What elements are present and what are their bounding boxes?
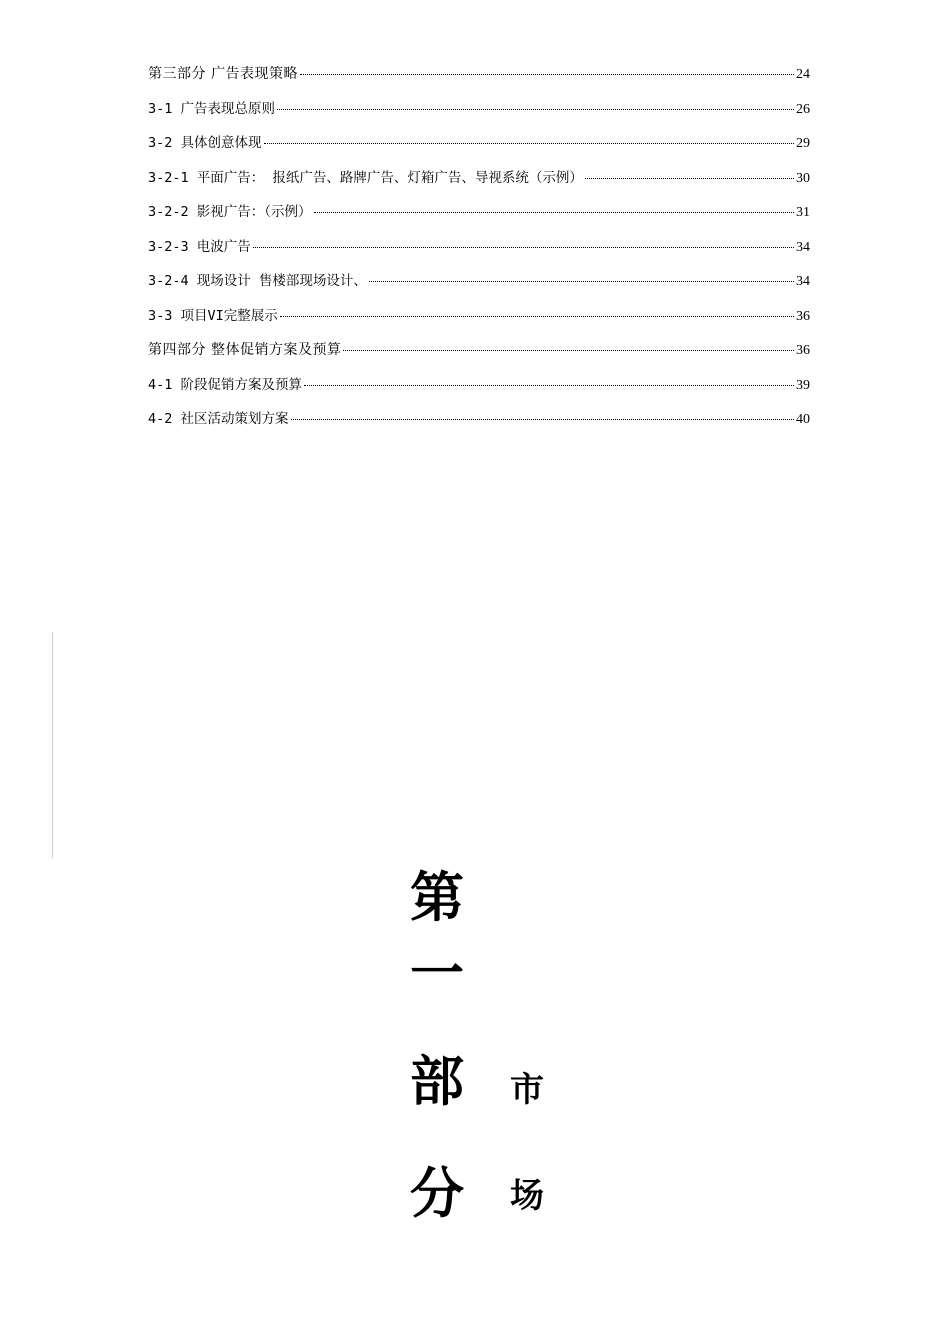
toc-entry[interactable] (148, 64, 810, 99)
toc-entry-title: 4-1 阶段促销方案及预算 (148, 376, 303, 393)
toc-entry-title: 3-2-2 影视广告：（示例） (148, 204, 312, 220)
toc-entry-title: 3-2-4 现场设计 售楼部现场设计、 (148, 273, 367, 289)
toc-page-number: 39 (796, 377, 810, 393)
toc-entry[interactable] (148, 202, 810, 237)
toc-leader-dots (314, 212, 794, 213)
toc-leader-dots (585, 178, 794, 179)
section-heading-char: 第 (410, 866, 464, 929)
margin-divider (52, 632, 53, 858)
toc-page-number: 36 (796, 308, 810, 324)
toc-entry-title: 3-2 具体创意体现 (148, 135, 262, 151)
toc-leader-dots (264, 143, 794, 144)
toc-page-number: 36 (796, 343, 810, 358)
toc-entry[interactable] (148, 340, 810, 375)
toc-leader-dots (369, 281, 794, 282)
section-subheading-char: 市 (510, 1070, 544, 1110)
toc-leader-dots (291, 419, 794, 420)
toc-entry-title: 3-3 项目VI完整展示 (148, 307, 278, 324)
section-heading-char: 分 (410, 1162, 464, 1225)
toc-page-number: 34 (796, 239, 810, 255)
toc-entry-title: 第三部分 广告表现策略 (148, 66, 298, 82)
toc-entry-title: 3-1 广告表现总原则 (148, 100, 276, 117)
toc-entry[interactable] (148, 375, 810, 410)
toc-entry[interactable] (148, 271, 810, 306)
toc-page-number: 30 (796, 170, 810, 186)
toc-page-number: 24 (796, 67, 810, 82)
toc-page-number: 29 (796, 136, 810, 151)
section-heading-char: 部 (410, 1050, 464, 1113)
toc-entry-title: 3-2-1 平面广告： 报纸广告、路牌广告、灯箱广告、导视系统（示例） (148, 169, 583, 186)
toc-leader-dots (304, 385, 794, 386)
toc-leader-dots (253, 247, 794, 248)
section-subheading-char: 场 (510, 1176, 544, 1216)
toc-leader-dots (300, 74, 794, 75)
toc-page-number: 40 (796, 412, 810, 427)
toc-entry-title: 3-2-3 电波广告 (148, 238, 251, 255)
toc-leader-dots (277, 109, 794, 110)
toc-entry[interactable] (148, 133, 810, 168)
section-heading-char: 一 (410, 942, 464, 1005)
toc-entry[interactable] (148, 409, 810, 444)
toc-entry-title: 第四部分 整体促销方案及预算 (148, 342, 342, 358)
table-of-contents (148, 64, 810, 444)
toc-entry[interactable] (148, 306, 810, 341)
toc-page-number: 31 (796, 205, 810, 220)
toc-entry[interactable] (148, 237, 810, 272)
toc-leader-dots (280, 316, 794, 317)
toc-entry[interactable] (148, 99, 810, 134)
toc-entry[interactable] (148, 168, 810, 203)
toc-page-number: 26 (796, 101, 810, 117)
toc-page-number: 34 (796, 274, 810, 289)
toc-leader-dots (343, 350, 794, 351)
toc-entry-title: 4-2 社区活动策划方案 (148, 411, 289, 427)
